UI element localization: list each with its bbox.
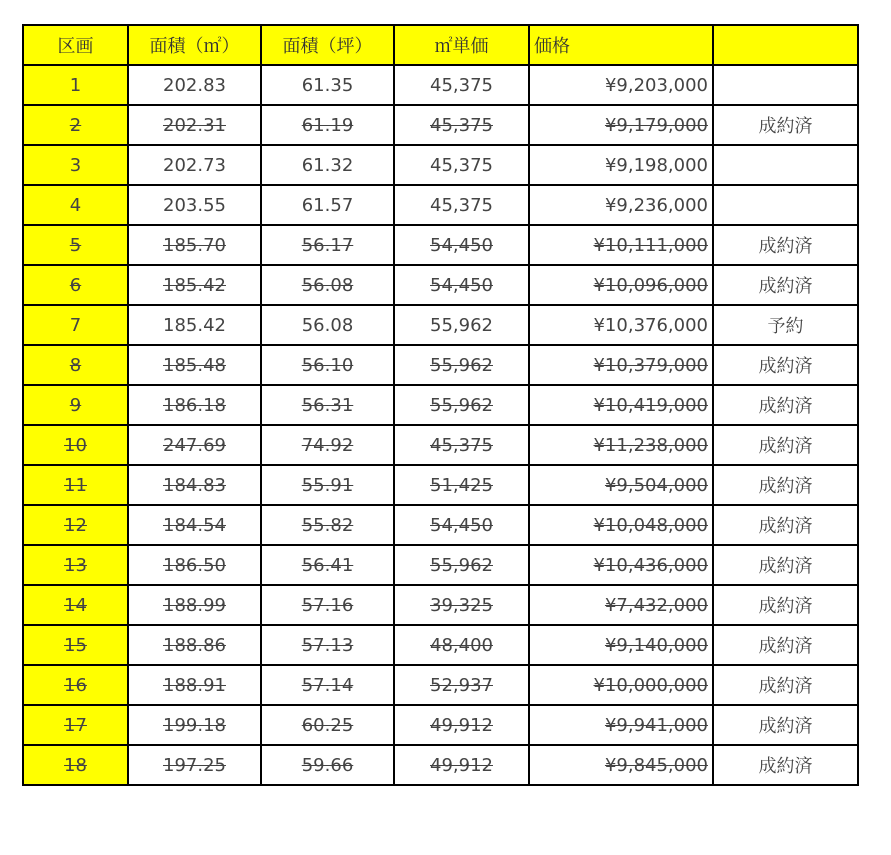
area-sqm-cell: 188.91 bbox=[128, 665, 261, 705]
table-body bbox=[23, 65, 858, 785]
unit-price-cell: 55,962 bbox=[394, 345, 529, 385]
status-cell: 成約済 bbox=[713, 225, 858, 265]
lot-cell: 4 bbox=[23, 185, 128, 225]
status-cell: 成約済 bbox=[713, 345, 858, 385]
area-tsubo-cell: 61.32 bbox=[261, 145, 394, 185]
price-cell: ¥9,179,000 bbox=[529, 105, 713, 145]
status-cell bbox=[713, 65, 858, 105]
table-row bbox=[23, 625, 858, 665]
area-sqm-cell: 184.54 bbox=[128, 505, 261, 545]
area-tsubo-cell: 56.17 bbox=[261, 225, 394, 265]
price-cell: ¥10,096,000 bbox=[529, 265, 713, 305]
lot-cell: 13 bbox=[23, 545, 128, 585]
area-tsubo-cell: 61.57 bbox=[261, 185, 394, 225]
area-tsubo-cell: 56.31 bbox=[261, 385, 394, 425]
lot-cell: 6 bbox=[23, 265, 128, 305]
table-row bbox=[23, 185, 858, 225]
area-tsubo-cell: 74.92 bbox=[261, 425, 394, 465]
area-sqm-cell: 188.99 bbox=[128, 585, 261, 625]
price-cell: ¥9,236,000 bbox=[529, 185, 713, 225]
table-row bbox=[23, 385, 858, 425]
header-area-sqm: 面積（㎡） bbox=[128, 25, 261, 65]
table-row bbox=[23, 585, 858, 625]
table-row bbox=[23, 745, 858, 785]
area-sqm-cell: 185.70 bbox=[128, 225, 261, 265]
unit-price-cell: 51,425 bbox=[394, 465, 529, 505]
area-tsubo-cell: 61.35 bbox=[261, 65, 394, 105]
header-status bbox=[713, 25, 858, 65]
table-row bbox=[23, 105, 858, 145]
table-row bbox=[23, 705, 858, 745]
table-row bbox=[23, 545, 858, 585]
header-area-tsubo: 面積（坪） bbox=[261, 25, 394, 65]
area-sqm-cell: 185.42 bbox=[128, 265, 261, 305]
area-sqm-cell: 202.83 bbox=[128, 65, 261, 105]
area-sqm-cell: 199.18 bbox=[128, 705, 261, 745]
unit-price-cell: 45,375 bbox=[394, 185, 529, 225]
area-tsubo-cell: 56.10 bbox=[261, 345, 394, 385]
price-cell: ¥9,203,000 bbox=[529, 65, 713, 105]
price-cell: ¥10,000,000 bbox=[529, 665, 713, 705]
area-tsubo-cell: 55.91 bbox=[261, 465, 394, 505]
table-row bbox=[23, 345, 858, 385]
status-cell: 予約 bbox=[713, 305, 858, 345]
lot-cell: 10 bbox=[23, 425, 128, 465]
area-tsubo-cell: 57.16 bbox=[261, 585, 394, 625]
lot-cell: 17 bbox=[23, 705, 128, 745]
header-unit-price: ㎡単価 bbox=[394, 25, 529, 65]
status-cell: 成約済 bbox=[713, 745, 858, 785]
price-cell: ¥10,111,000 bbox=[529, 225, 713, 265]
unit-price-cell: 39,325 bbox=[394, 585, 529, 625]
table-row bbox=[23, 305, 858, 345]
table-row bbox=[23, 465, 858, 505]
status-cell: 成約済 bbox=[713, 465, 858, 505]
unit-price-cell: 48,400 bbox=[394, 625, 529, 665]
price-cell: ¥9,941,000 bbox=[529, 705, 713, 745]
area-sqm-cell: 202.73 bbox=[128, 145, 261, 185]
lot-cell: 8 bbox=[23, 345, 128, 385]
table-row bbox=[23, 265, 858, 305]
area-sqm-cell: 197.25 bbox=[128, 745, 261, 785]
area-sqm-cell: 186.18 bbox=[128, 385, 261, 425]
price-cell: ¥11,238,000 bbox=[529, 425, 713, 465]
table-row bbox=[23, 665, 858, 705]
table-row bbox=[23, 425, 858, 465]
area-sqm-cell: 186.50 bbox=[128, 545, 261, 585]
status-cell: 成約済 bbox=[713, 265, 858, 305]
header-lot: 区画 bbox=[23, 25, 128, 65]
header-row bbox=[23, 25, 858, 65]
area-tsubo-cell: 56.41 bbox=[261, 545, 394, 585]
price-cell: ¥10,419,000 bbox=[529, 385, 713, 425]
table-row bbox=[23, 145, 858, 185]
unit-price-cell: 54,450 bbox=[394, 505, 529, 545]
lot-cell: 14 bbox=[23, 585, 128, 625]
area-tsubo-cell: 56.08 bbox=[261, 265, 394, 305]
lot-cell: 3 bbox=[23, 145, 128, 185]
unit-price-cell: 49,912 bbox=[394, 705, 529, 745]
area-tsubo-cell: 55.82 bbox=[261, 505, 394, 545]
unit-price-cell: 54,450 bbox=[394, 265, 529, 305]
price-cell: ¥9,504,000 bbox=[529, 465, 713, 505]
unit-price-cell: 45,375 bbox=[394, 145, 529, 185]
status-cell: 成約済 bbox=[713, 705, 858, 745]
unit-price-cell: 49,912 bbox=[394, 745, 529, 785]
unit-price-cell: 55,962 bbox=[394, 305, 529, 345]
price-cell: ¥9,140,000 bbox=[529, 625, 713, 665]
area-sqm-cell: 185.48 bbox=[128, 345, 261, 385]
lot-cell: 2 bbox=[23, 105, 128, 145]
status-cell: 成約済 bbox=[713, 665, 858, 705]
price-cell: ¥9,198,000 bbox=[529, 145, 713, 185]
table-row bbox=[23, 225, 858, 265]
lot-cell: 9 bbox=[23, 385, 128, 425]
area-sqm-cell: 247.69 bbox=[128, 425, 261, 465]
area-sqm-cell: 188.86 bbox=[128, 625, 261, 665]
lot-cell: 16 bbox=[23, 665, 128, 705]
status-cell: 成約済 bbox=[713, 585, 858, 625]
area-sqm-cell: 184.83 bbox=[128, 465, 261, 505]
unit-price-cell: 52,937 bbox=[394, 665, 529, 705]
status-cell bbox=[713, 145, 858, 185]
status-cell: 成約済 bbox=[713, 105, 858, 145]
unit-price-cell: 55,962 bbox=[394, 545, 529, 585]
area-tsubo-cell: 61.19 bbox=[261, 105, 394, 145]
header-price: 価格 bbox=[529, 25, 713, 65]
area-tsubo-cell: 59.66 bbox=[261, 745, 394, 785]
area-sqm-cell: 203.55 bbox=[128, 185, 261, 225]
status-cell: 成約済 bbox=[713, 505, 858, 545]
area-tsubo-cell: 57.13 bbox=[261, 625, 394, 665]
lot-cell: 5 bbox=[23, 225, 128, 265]
area-sqm-cell: 202.31 bbox=[128, 105, 261, 145]
area-tsubo-cell: 57.14 bbox=[261, 665, 394, 705]
lot-cell: 1 bbox=[23, 65, 128, 105]
lot-cell: 15 bbox=[23, 625, 128, 665]
area-tsubo-cell: 60.25 bbox=[261, 705, 394, 745]
lot-cell: 12 bbox=[23, 505, 128, 545]
unit-price-cell: 45,375 bbox=[394, 425, 529, 465]
lot-cell: 7 bbox=[23, 305, 128, 345]
table-row bbox=[23, 65, 858, 105]
status-cell: 成約済 bbox=[713, 545, 858, 585]
price-cell: ¥10,048,000 bbox=[529, 505, 713, 545]
price-cell: ¥10,436,000 bbox=[529, 545, 713, 585]
unit-price-cell: 45,375 bbox=[394, 65, 529, 105]
table-row bbox=[23, 505, 858, 545]
lot-cell: 18 bbox=[23, 745, 128, 785]
price-cell: ¥10,379,000 bbox=[529, 345, 713, 385]
unit-price-cell: 55,962 bbox=[394, 385, 529, 425]
price-cell: ¥9,845,000 bbox=[529, 745, 713, 785]
status-cell: 成約済 bbox=[713, 625, 858, 665]
unit-price-cell: 45,375 bbox=[394, 105, 529, 145]
status-cell bbox=[713, 185, 858, 225]
lot-cell: 11 bbox=[23, 465, 128, 505]
price-cell: ¥7,432,000 bbox=[529, 585, 713, 625]
lot-price-table bbox=[22, 24, 859, 786]
unit-price-cell: 54,450 bbox=[394, 225, 529, 265]
area-tsubo-cell: 56.08 bbox=[261, 305, 394, 345]
status-cell: 成約済 bbox=[713, 385, 858, 425]
price-cell: ¥10,376,000 bbox=[529, 305, 713, 345]
status-cell: 成約済 bbox=[713, 425, 858, 465]
area-sqm-cell: 185.42 bbox=[128, 305, 261, 345]
